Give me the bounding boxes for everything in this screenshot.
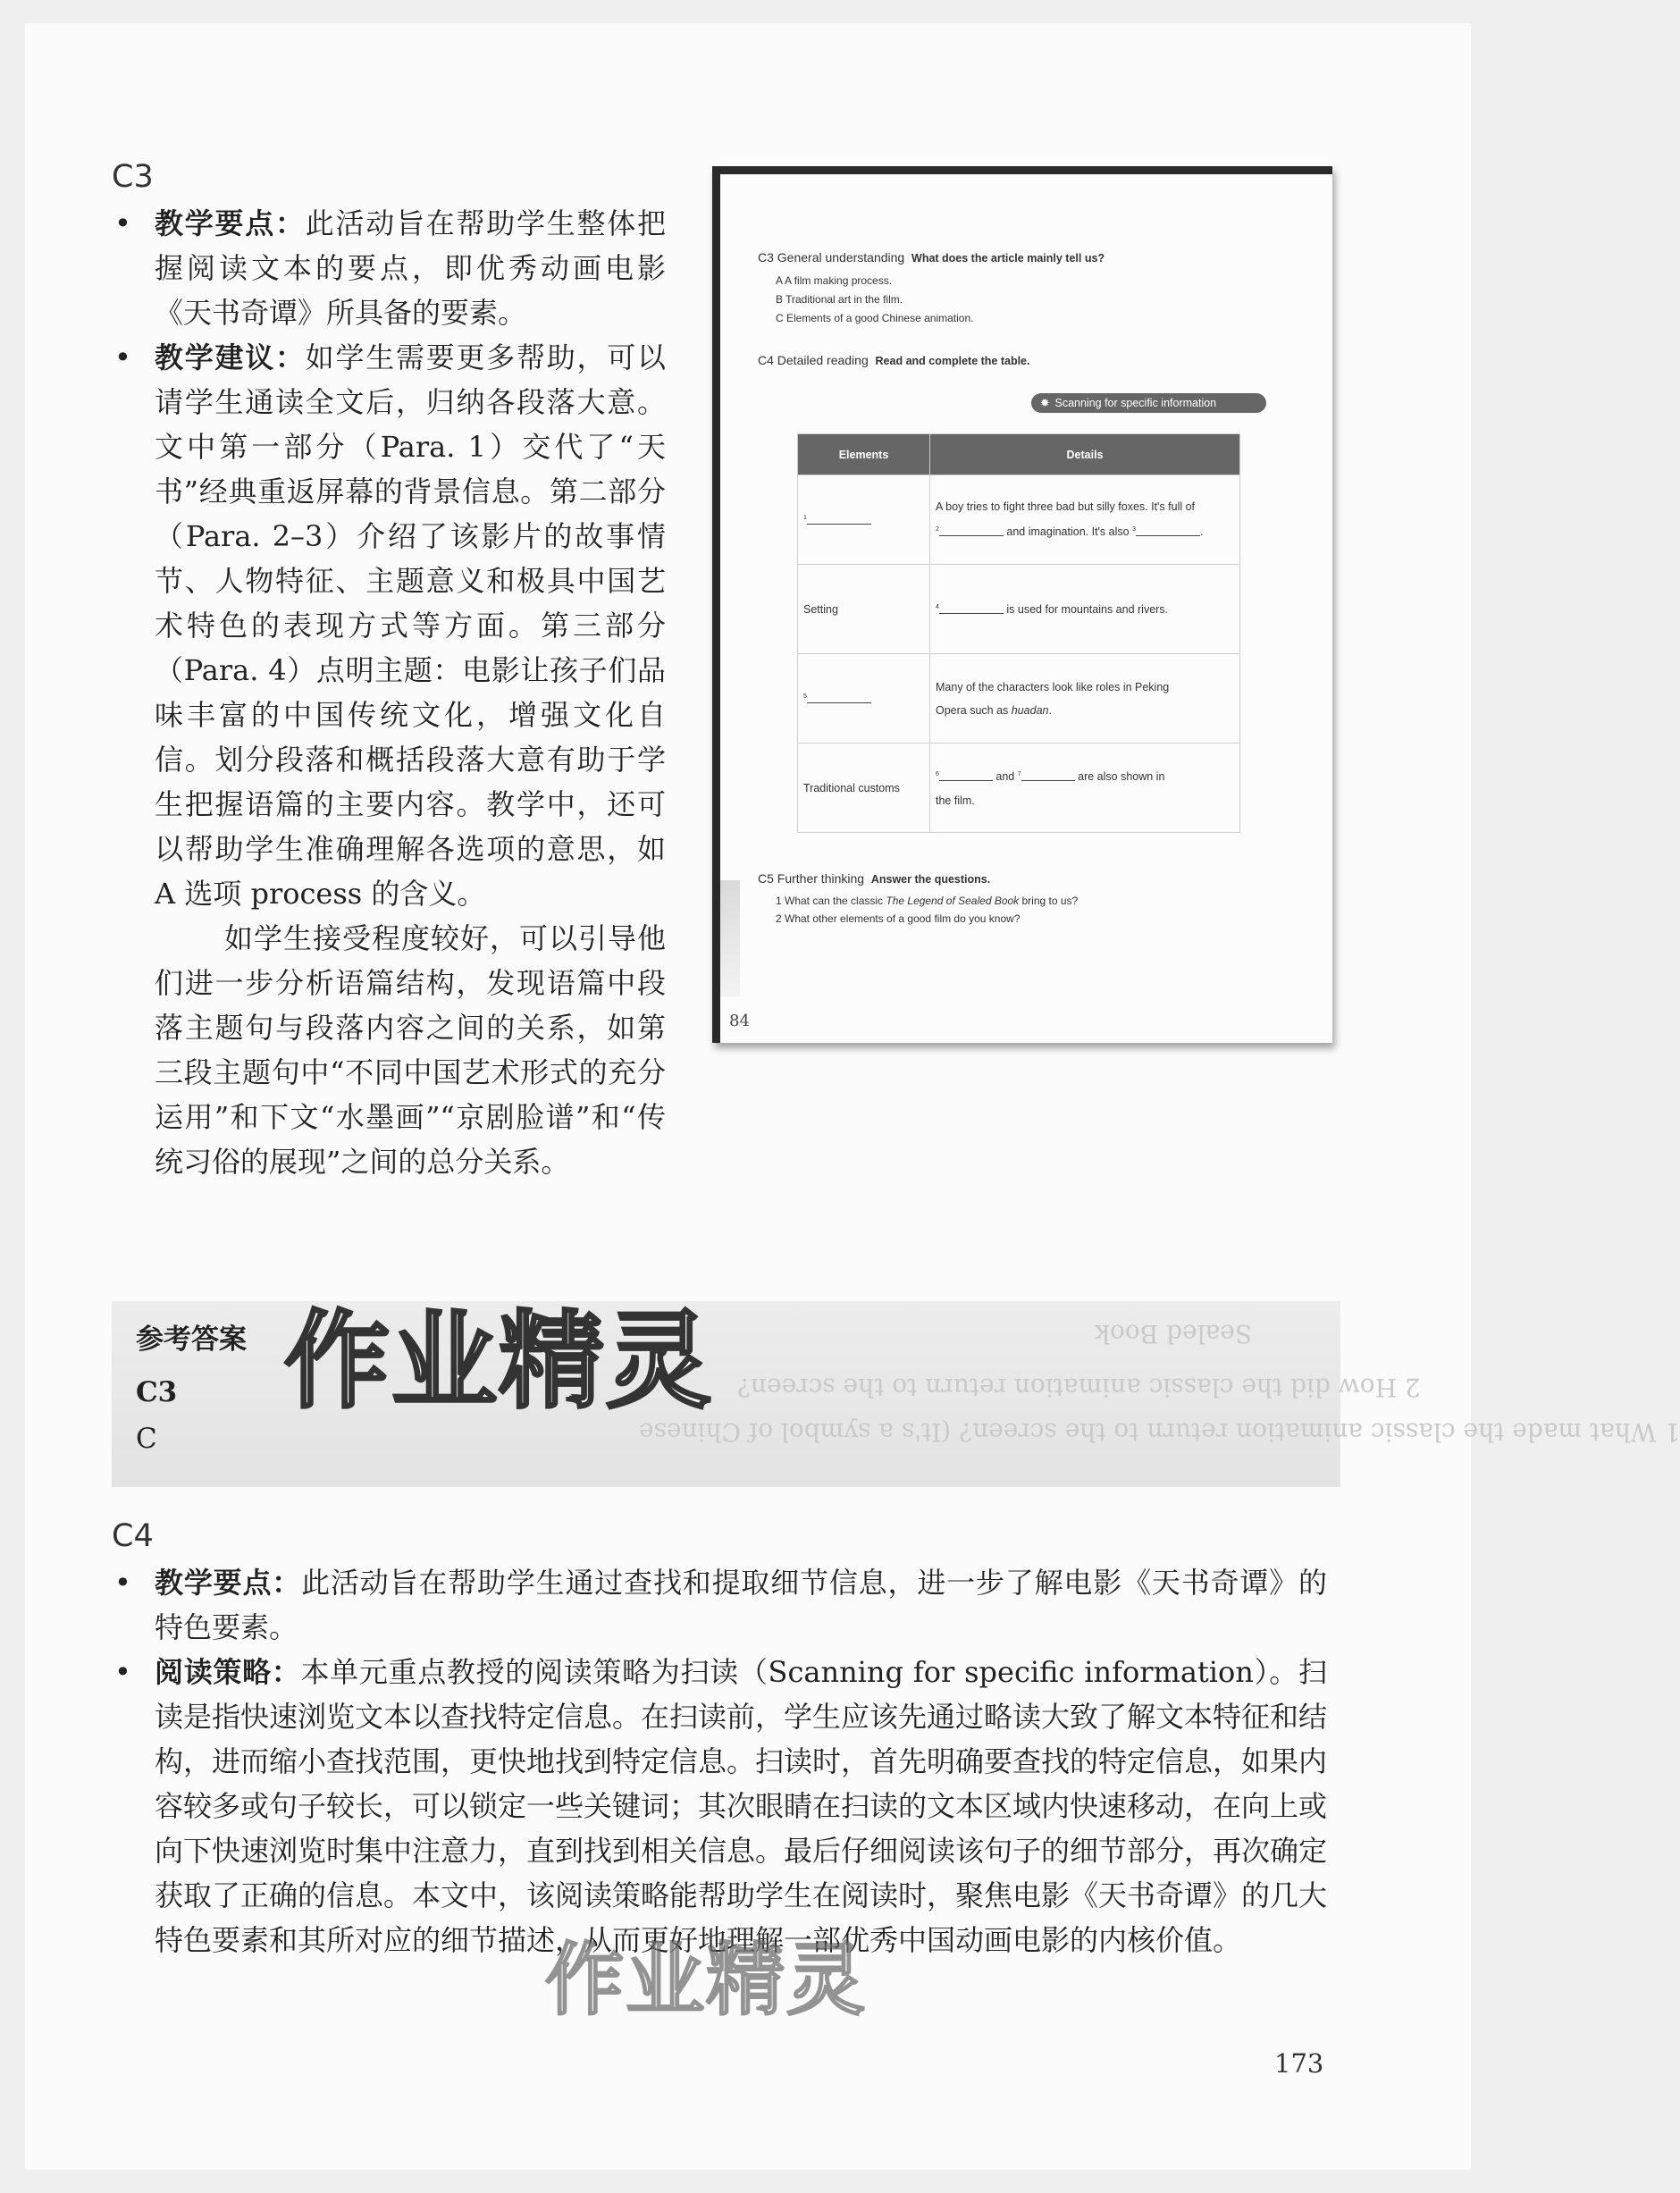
watermark-logo <box>545 1918 867 2030</box>
c5-book-question: Answer the questions. <box>870 873 991 886</box>
c4-section-title: C4 <box>112 1518 154 1554</box>
details-table <box>797 433 1240 833</box>
blank-number: 1 <box>803 515 807 522</box>
table-row <box>798 475 1240 565</box>
watermark-text: 作业精灵 <box>284 1299 714 1423</box>
c3-teaching-suggestion <box>114 335 666 916</box>
textbook-page-image <box>712 166 1332 1043</box>
c4-notes <box>114 1560 1328 1962</box>
c5-q1-title: The Legend of Sealed Book <box>886 895 1020 907</box>
detail-text: and <box>995 770 1015 784</box>
strategy-badge-label: Scanning for specific information <box>1054 397 1217 409</box>
teaching-suggestion-label: 教学建议： <box>155 340 306 374</box>
blank-number: 3 <box>1132 526 1136 534</box>
table-cell-details <box>930 744 1240 833</box>
page-number: 173 <box>1274 2048 1324 2079</box>
c5-question-2: 2 What other elements of a good film do you know? <box>776 912 1021 925</box>
teaching-point-text: 此活动旨在帮助学生整体把握阅读文本的要点，即优秀动画电影《天书奇谭》所具备的要素。 <box>155 206 666 330</box>
option-a: A A film making process. <box>776 274 893 287</box>
table-header-details: Details <box>930 434 1240 475</box>
c5-question-1 <box>776 895 1078 907</box>
option-c: C Elements of a good Chinese animation. <box>776 312 974 324</box>
blank-line <box>939 769 993 781</box>
blank-line <box>939 602 1004 614</box>
blank-number: 2 <box>936 526 939 534</box>
blank-number: 5 <box>803 693 807 701</box>
sparkle-icon: ✹ <box>1040 397 1050 409</box>
table-row <box>798 565 1240 654</box>
page-decoration <box>720 880 740 996</box>
bullet-icon: • <box>114 1655 131 1689</box>
teaching-suggestion-text: 如学生需要更多帮助，可以请学生通读全文后，归纳各段落大意。文中第一部分（Para. 1）交代了“天书”经典重返屏幕的背景信息。第二部分（Para. 2–3）介绍了该影片的故事情节、人物特征、主题意义和极具中国艺术特色的表现方式等方面。第三部分（Para. 4）点明主题：电影让孩子们品味丰富的中国传统文化，增强文化自信。划分段落和概括段落大意有助于学生把握语篇的主要内容。教学中，还可以帮助学生准确理解各选项的意思，如 A 选项 process 的含义。 <box>155 340 666 911</box>
answers-title: 参考答案 <box>136 1323 247 1356</box>
table-header-elements: Elements <box>798 434 930 475</box>
reading-strategy-label: 阅读策略： <box>155 1655 301 1689</box>
c3-book-heading <box>758 250 1105 265</box>
teaching-point-label: 教学要点： <box>155 206 306 240</box>
c3-book-head: C3 General understanding <box>758 250 905 265</box>
c4-book-question: Read and complete the table. <box>875 355 1030 367</box>
teaching-point-label: 教学要点： <box>155 1566 302 1600</box>
table-header-row <box>798 434 1240 475</box>
strategy-badge <box>1031 393 1266 413</box>
table-cell-element: Setting <box>798 565 930 654</box>
bleed-through-text: Sealed Book <box>1095 1319 1253 1349</box>
table-cell-details <box>930 565 1240 654</box>
detail-text: Opera such as <box>936 703 1012 717</box>
detail-text: are also shown in <box>1078 770 1165 784</box>
table-row <box>798 744 1240 833</box>
blank-number: 6 <box>936 771 939 778</box>
table-cell-element <box>798 654 930 744</box>
c3-notes <box>114 201 666 1184</box>
c5-q1-text: 1 What can the classic <box>776 895 886 907</box>
detail-text: the film. <box>936 794 975 807</box>
c3-extra-paragraph: 如学生接受程度较好，可以引导他们进一步分析语篇结构，发现语篇中段落主题句与段落内容之间的关系，如第三段主题句中“不同中国艺术形式的充分运用”和下文“水墨画”“京剧脸谱”和“传统习俗的展现”之间的总分关系。 <box>155 921 666 1179</box>
blank-line <box>1136 525 1200 536</box>
bleed-through-text: 1 What made the classic animation return to the screen? (It's a symbol of Chinese <box>639 1417 1680 1447</box>
table-cell-details <box>930 654 1240 744</box>
answers-c3-label: C3 <box>136 1376 178 1408</box>
c4-book-heading <box>758 353 1030 367</box>
c4-teaching-point <box>114 1560 1327 1650</box>
table-row <box>798 654 1240 744</box>
watermark-text: 作业精灵 <box>545 1934 868 2026</box>
c3-book-question: What does the article mainly tell us? <box>911 252 1105 265</box>
blank-line <box>807 692 871 703</box>
answers-c3-value: C <box>136 1423 157 1455</box>
c3-section-title: C3 <box>112 159 154 195</box>
blank-line <box>807 513 871 525</box>
c5-book-heading <box>758 871 990 886</box>
detail-text: and imagination. It's also <box>1006 525 1130 539</box>
book-page-number: 84 <box>729 1012 750 1030</box>
reading-strategy-text: 本单元重点教授的阅读策略为扫读（Scanning for specific information）。扫读是指快速浏览文本以查找特定信息。在扫读前，学生应该先通过略读大致了解文本特征和结构，进而缩小查找范围，更快地找到特定信息。扫读时，首先明确要查找的特定信息，如果内容较多或句子较长，可以锁定一些关键词；其次眼睛在扫读的文本区域内快速移动，在向上或向下快速浏览时集中注意力，直到找到相关信息。最后仔细阅读该句子的细节部分，再次确定获取了正确的信息。本文中，该阅读策略能帮助学生在阅读时，聚焦电影《天书奇谭》的几大特色要素和其所对应的细节描述，从而更好地理解一部优秀中国动画电影的内核价值。 <box>155 1655 1328 1957</box>
table-cell-element: Traditional customs <box>798 744 930 833</box>
blank-line <box>1021 769 1075 781</box>
c4-reading-strategy <box>114 1650 1328 1962</box>
detail-text: Many of the characters look like roles in Peking <box>936 680 1170 693</box>
c5-q1-text-end: bring to us? <box>1019 895 1079 907</box>
teaching-point-text: 此活动旨在帮助学生通过查找和提取细节信息，进一步了解电影《天书奇谭》的特色要素。 <box>155 1566 1327 1644</box>
table-cell-details: A boy tries to fight three bad but silly foxes. It's full of $^2$ and imagination. It's also $^3$ . <box>930 475 1240 565</box>
blank-number: 7 <box>1017 771 1021 778</box>
detail-text: A boy tries to fight three bad but silly foxes. It's full of <box>936 500 1196 514</box>
bleed-through-text: 2 How did the classic animation return to the screen? <box>737 1373 1421 1402</box>
blank-line <box>939 525 1004 536</box>
c5-book-head: C5 Further thinking <box>758 871 865 886</box>
blank-number: 4 <box>936 604 939 611</box>
bullet-icon: • <box>114 1566 131 1600</box>
bullet-icon: • <box>114 206 131 240</box>
detail-text: . <box>1048 703 1052 717</box>
watermark-logo <box>284 1276 713 1428</box>
option-b: B Traditional art in the film. <box>776 293 903 306</box>
table-cell-element <box>798 475 930 565</box>
detail-italic: huadan <box>1011 703 1049 717</box>
c4-book-head: C4 Detailed reading <box>758 353 869 367</box>
c3-teaching-point <box>114 201 666 335</box>
detail-text: is used for mountains and rivers. <box>1006 603 1169 617</box>
bullet-icon: • <box>114 340 131 374</box>
